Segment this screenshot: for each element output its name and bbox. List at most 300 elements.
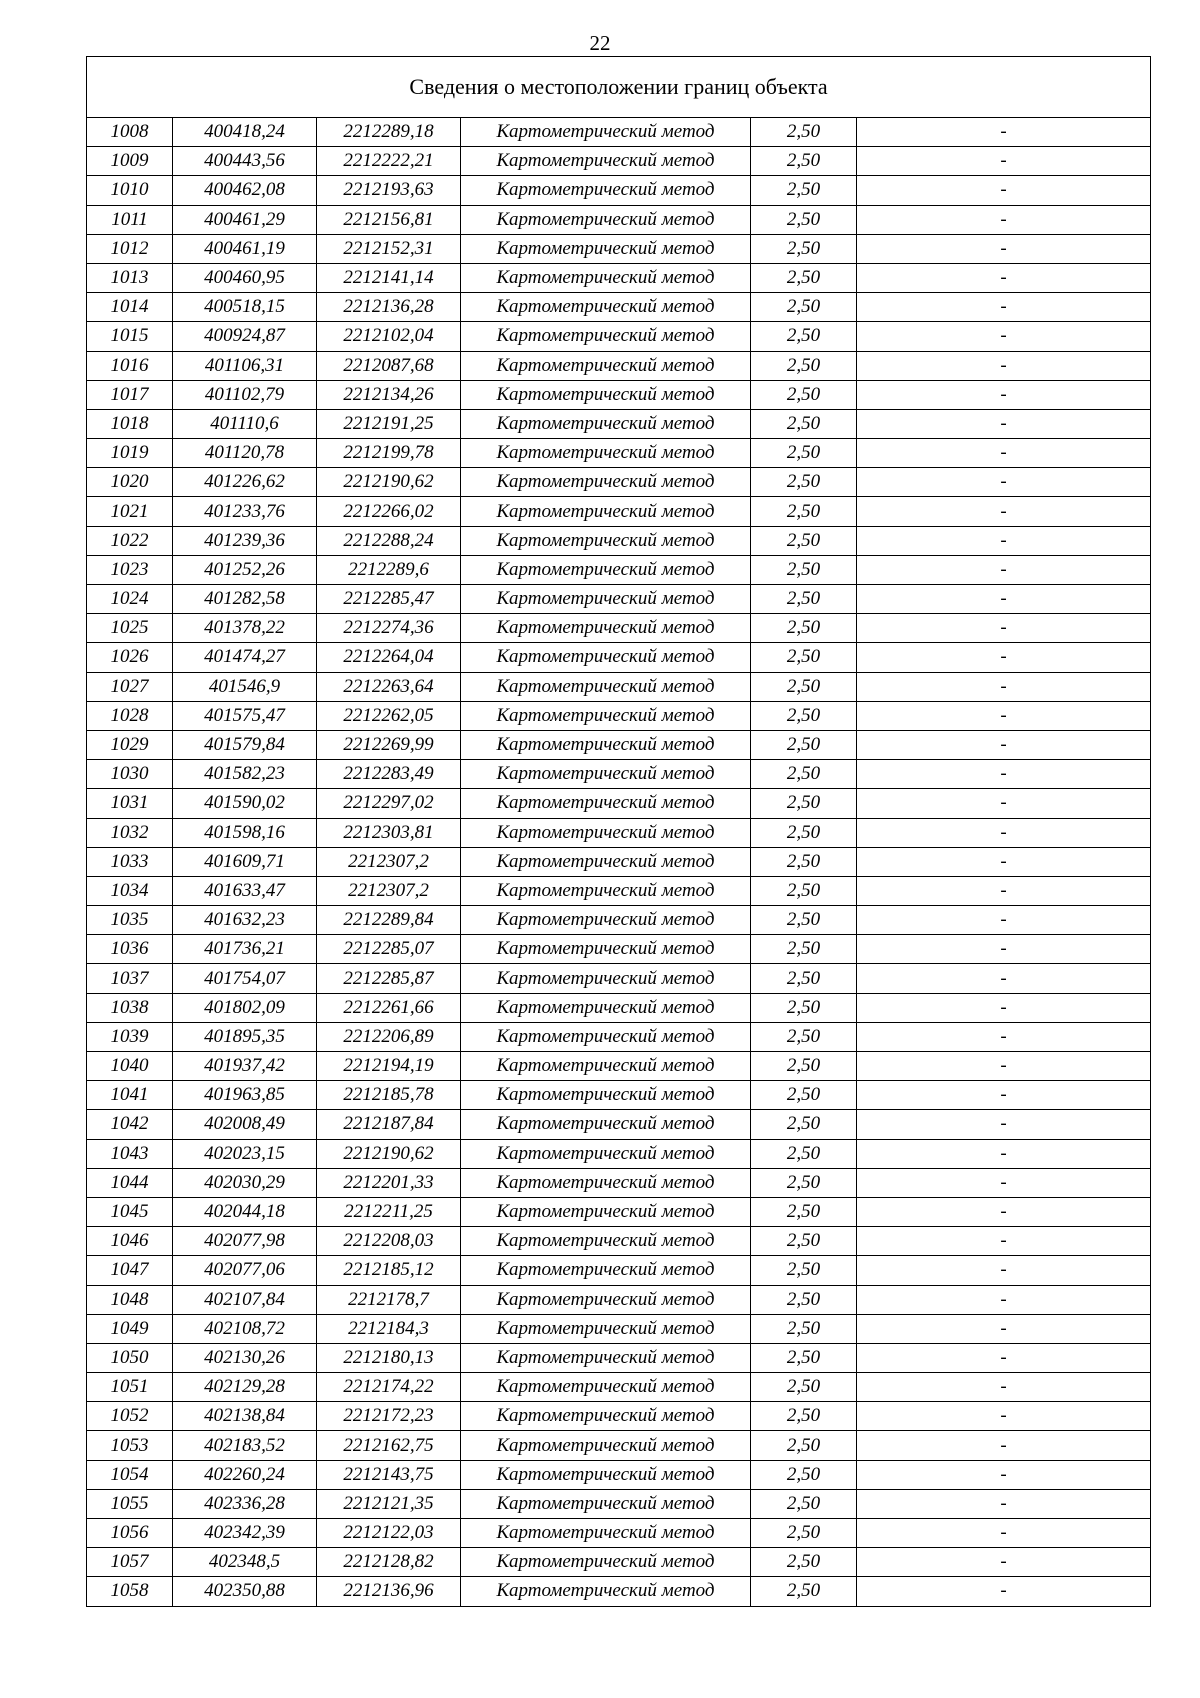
point-number-cell: 1047: [87, 1256, 173, 1285]
point-number-cell: 1021: [87, 497, 173, 526]
y-coordinate-cell: 2212307,2: [317, 847, 461, 876]
description-cell: -: [857, 1052, 1151, 1081]
x-coordinate-cell: 401937,42: [173, 1052, 317, 1081]
point-number-cell: 1053: [87, 1431, 173, 1460]
method-cell: Картометрический метод: [461, 847, 751, 876]
method-cell: Картометрический метод: [461, 263, 751, 292]
accuracy-cell: 2,50: [751, 876, 857, 905]
description-cell: -: [857, 293, 1151, 322]
description-cell: -: [857, 672, 1151, 701]
accuracy-cell: 2,50: [751, 1343, 857, 1372]
description-cell: -: [857, 1431, 1151, 1460]
x-coordinate-cell: 401474,27: [173, 643, 317, 672]
table-row: [87, 1081, 1151, 1110]
method-cell: Картометрический метод: [461, 555, 751, 584]
accuracy-cell: 2,50: [751, 1402, 857, 1431]
y-coordinate-cell: 2212201,33: [317, 1168, 461, 1197]
x-coordinate-cell: 401120,78: [173, 439, 317, 468]
description-cell: -: [857, 1548, 1151, 1577]
description-cell: -: [857, 643, 1151, 672]
y-coordinate-cell: 2212289,18: [317, 118, 461, 147]
point-number-cell: 1029: [87, 730, 173, 759]
table-row: [87, 789, 1151, 818]
x-coordinate-cell: 401110,6: [173, 409, 317, 438]
accuracy-cell: 2,50: [751, 818, 857, 847]
method-cell: Картометрический метод: [461, 906, 751, 935]
point-number-cell: 1019: [87, 439, 173, 468]
point-number-cell: 1034: [87, 876, 173, 905]
x-coordinate-cell: 401802,09: [173, 993, 317, 1022]
y-coordinate-cell: 2212136,28: [317, 293, 461, 322]
y-coordinate-cell: 2212184,3: [317, 1314, 461, 1343]
point-number-cell: 1049: [87, 1314, 173, 1343]
method-cell: Картометрический метод: [461, 293, 751, 322]
description-cell: -: [857, 205, 1151, 234]
table-row: [87, 351, 1151, 380]
accuracy-cell: 2,50: [751, 1256, 857, 1285]
description-cell: -: [857, 1110, 1151, 1139]
accuracy-cell: 2,50: [751, 468, 857, 497]
accuracy-cell: 2,50: [751, 1431, 857, 1460]
method-cell: Картометрический метод: [461, 730, 751, 759]
y-coordinate-cell: 2212187,84: [317, 1110, 461, 1139]
method-cell: Картометрический метод: [461, 1519, 751, 1548]
point-number-cell: 1050: [87, 1343, 173, 1372]
accuracy-cell: 2,50: [751, 760, 857, 789]
accuracy-cell: 2,50: [751, 789, 857, 818]
accuracy-cell: 2,50: [751, 1489, 857, 1518]
description-cell: -: [857, 993, 1151, 1022]
method-cell: Картометрический метод: [461, 1052, 751, 1081]
x-coordinate-cell: 400460,95: [173, 263, 317, 292]
table-row: [87, 380, 1151, 409]
table-row: [87, 1548, 1151, 1577]
accuracy-cell: 2,50: [751, 1577, 857, 1606]
y-coordinate-cell: 2212264,04: [317, 643, 461, 672]
point-number-cell: 1032: [87, 818, 173, 847]
x-coordinate-cell: 402107,84: [173, 1285, 317, 1314]
x-coordinate-cell: 402008,49: [173, 1110, 317, 1139]
method-cell: Картометрический метод: [461, 993, 751, 1022]
table-row: [87, 555, 1151, 584]
y-coordinate-cell: 2212289,6: [317, 555, 461, 584]
accuracy-cell: 2,50: [751, 993, 857, 1022]
table-row: [87, 1256, 1151, 1285]
table-title-row: [87, 57, 1151, 118]
accuracy-cell: 2,50: [751, 585, 857, 614]
x-coordinate-cell: 402129,28: [173, 1373, 317, 1402]
method-cell: Картометрический метод: [461, 789, 751, 818]
boundary-coordinates-table: [86, 56, 1151, 1607]
method-cell: Картометрический метод: [461, 1285, 751, 1314]
y-coordinate-cell: 2212288,24: [317, 526, 461, 555]
y-coordinate-cell: 2212297,02: [317, 789, 461, 818]
method-cell: Картометрический метод: [461, 1402, 751, 1431]
accuracy-cell: 2,50: [751, 147, 857, 176]
accuracy-cell: 2,50: [751, 1022, 857, 1051]
accuracy-cell: 2,50: [751, 672, 857, 701]
table-row: [87, 876, 1151, 905]
x-coordinate-cell: 401598,16: [173, 818, 317, 847]
x-coordinate-cell: 401252,26: [173, 555, 317, 584]
table-row: [87, 935, 1151, 964]
x-coordinate-cell: 401102,79: [173, 380, 317, 409]
y-coordinate-cell: 2212199,78: [317, 439, 461, 468]
accuracy-cell: 2,50: [751, 1314, 857, 1343]
y-coordinate-cell: 2212222,21: [317, 147, 461, 176]
y-coordinate-cell: 2212285,07: [317, 935, 461, 964]
point-number-cell: 1037: [87, 964, 173, 993]
method-cell: Картометрический метод: [461, 701, 751, 730]
x-coordinate-cell: 400518,15: [173, 293, 317, 322]
y-coordinate-cell: 2212178,7: [317, 1285, 461, 1314]
table-row: [87, 1343, 1151, 1372]
y-coordinate-cell: 2212180,13: [317, 1343, 461, 1372]
accuracy-cell: 2,50: [751, 380, 857, 409]
point-number-cell: 1009: [87, 147, 173, 176]
description-cell: -: [857, 876, 1151, 905]
point-number-cell: 1045: [87, 1197, 173, 1226]
description-cell: -: [857, 1314, 1151, 1343]
y-coordinate-cell: 2212211,25: [317, 1197, 461, 1226]
description-cell: -: [857, 1022, 1151, 1051]
x-coordinate-cell: 402138,84: [173, 1402, 317, 1431]
description-cell: -: [857, 439, 1151, 468]
x-coordinate-cell: 401632,23: [173, 906, 317, 935]
y-coordinate-cell: 2212122,03: [317, 1519, 461, 1548]
y-coordinate-cell: 2212143,75: [317, 1460, 461, 1489]
accuracy-cell: 2,50: [751, 176, 857, 205]
table-row: [87, 439, 1151, 468]
x-coordinate-cell: 400461,29: [173, 205, 317, 234]
point-number-cell: 1054: [87, 1460, 173, 1489]
description-cell: -: [857, 322, 1151, 351]
table-row: [87, 1577, 1151, 1606]
y-coordinate-cell: 2212141,14: [317, 263, 461, 292]
table-row: [87, 1168, 1151, 1197]
description-cell: -: [857, 1402, 1151, 1431]
description-cell: -: [857, 409, 1151, 438]
point-number-cell: 1030: [87, 760, 173, 789]
point-number-cell: 1031: [87, 789, 173, 818]
y-coordinate-cell: 2212172,23: [317, 1402, 461, 1431]
table-row: [87, 497, 1151, 526]
method-cell: Картометрический метод: [461, 1460, 751, 1489]
method-cell: Картометрический метод: [461, 497, 751, 526]
point-number-cell: 1055: [87, 1489, 173, 1518]
table-row: [87, 1285, 1151, 1314]
method-cell: Картометрический метод: [461, 1343, 751, 1372]
description-cell: -: [857, 555, 1151, 584]
table-row: [87, 1052, 1151, 1081]
y-coordinate-cell: 2212307,2: [317, 876, 461, 905]
accuracy-cell: 2,50: [751, 118, 857, 147]
method-cell: Картометрический метод: [461, 1431, 751, 1460]
method-cell: Картометрический метод: [461, 1548, 751, 1577]
method-cell: Картометрический метод: [461, 322, 751, 351]
method-cell: Картометрический метод: [461, 818, 751, 847]
accuracy-cell: 2,50: [751, 205, 857, 234]
description-cell: -: [857, 1489, 1151, 1518]
method-cell: Картометрический метод: [461, 1256, 751, 1285]
x-coordinate-cell: 400462,08: [173, 176, 317, 205]
table-row: [87, 1402, 1151, 1431]
point-number-cell: 1022: [87, 526, 173, 555]
accuracy-cell: 2,50: [751, 1373, 857, 1402]
point-number-cell: 1024: [87, 585, 173, 614]
y-coordinate-cell: 2212266,02: [317, 497, 461, 526]
point-number-cell: 1048: [87, 1285, 173, 1314]
method-cell: Картометрический метод: [461, 380, 751, 409]
point-number-cell: 1027: [87, 672, 173, 701]
point-number-cell: 1044: [87, 1168, 173, 1197]
description-cell: -: [857, 1139, 1151, 1168]
y-coordinate-cell: 2212263,64: [317, 672, 461, 701]
x-coordinate-cell: 402342,39: [173, 1519, 317, 1548]
x-coordinate-cell: 400461,19: [173, 234, 317, 263]
y-coordinate-cell: 2212136,96: [317, 1577, 461, 1606]
y-coordinate-cell: 2212289,84: [317, 906, 461, 935]
accuracy-cell: 2,50: [751, 439, 857, 468]
method-cell: Картометрический метод: [461, 176, 751, 205]
point-number-cell: 1041: [87, 1081, 173, 1110]
method-cell: Картометрический метод: [461, 351, 751, 380]
accuracy-cell: 2,50: [751, 1110, 857, 1139]
accuracy-cell: 2,50: [751, 614, 857, 643]
table-row: [87, 847, 1151, 876]
method-cell: Картометрический метод: [461, 672, 751, 701]
method-cell: Картометрический метод: [461, 147, 751, 176]
x-coordinate-cell: 400443,56: [173, 147, 317, 176]
table-row: [87, 1197, 1151, 1226]
method-cell: Картометрический метод: [461, 1168, 751, 1197]
y-coordinate-cell: 2212134,26: [317, 380, 461, 409]
description-cell: -: [857, 701, 1151, 730]
accuracy-cell: 2,50: [751, 1052, 857, 1081]
accuracy-cell: 2,50: [751, 964, 857, 993]
table-row: [87, 176, 1151, 205]
accuracy-cell: 2,50: [751, 409, 857, 438]
accuracy-cell: 2,50: [751, 1519, 857, 1548]
point-number-cell: 1039: [87, 1022, 173, 1051]
point-number-cell: 1026: [87, 643, 173, 672]
description-cell: -: [857, 789, 1151, 818]
x-coordinate-cell: 402030,29: [173, 1168, 317, 1197]
description-cell: -: [857, 1519, 1151, 1548]
description-cell: -: [857, 614, 1151, 643]
x-coordinate-cell: 400418,24: [173, 118, 317, 147]
x-coordinate-cell: 402077,98: [173, 1227, 317, 1256]
x-coordinate-cell: 401226,62: [173, 468, 317, 497]
accuracy-cell: 2,50: [751, 701, 857, 730]
point-number-cell: 1042: [87, 1110, 173, 1139]
description-cell: -: [857, 176, 1151, 205]
y-coordinate-cell: 2212190,62: [317, 468, 461, 497]
point-number-cell: 1023: [87, 555, 173, 584]
table-title: Сведения о местоположении границ объекта: [87, 57, 1151, 118]
description-cell: -: [857, 1343, 1151, 1372]
x-coordinate-cell: 401575,47: [173, 701, 317, 730]
accuracy-cell: 2,50: [751, 847, 857, 876]
accuracy-cell: 2,50: [751, 906, 857, 935]
method-cell: Картометрический метод: [461, 439, 751, 468]
accuracy-cell: 2,50: [751, 1548, 857, 1577]
description-cell: -: [857, 1197, 1151, 1226]
description-cell: -: [857, 964, 1151, 993]
method-cell: Картометрический метод: [461, 1081, 751, 1110]
table-row: [87, 1110, 1151, 1139]
x-coordinate-cell: 402183,52: [173, 1431, 317, 1460]
accuracy-cell: 2,50: [751, 1227, 857, 1256]
table-row: [87, 293, 1151, 322]
y-coordinate-cell: 2212156,81: [317, 205, 461, 234]
method-cell: Картометрический метод: [461, 1314, 751, 1343]
description-cell: -: [857, 234, 1151, 263]
description-cell: -: [857, 847, 1151, 876]
y-coordinate-cell: 2212285,47: [317, 585, 461, 614]
y-coordinate-cell: 2212208,03: [317, 1227, 461, 1256]
table-row: [87, 993, 1151, 1022]
x-coordinate-cell: 401579,84: [173, 730, 317, 759]
accuracy-cell: 2,50: [751, 322, 857, 351]
table-row: [87, 818, 1151, 847]
x-coordinate-cell: 401233,76: [173, 497, 317, 526]
accuracy-cell: 2,50: [751, 555, 857, 584]
table-row: [87, 263, 1151, 292]
y-coordinate-cell: 2212194,19: [317, 1052, 461, 1081]
table-row: [87, 1139, 1151, 1168]
accuracy-cell: 2,50: [751, 1285, 857, 1314]
table-row: [87, 1227, 1151, 1256]
accuracy-cell: 2,50: [751, 643, 857, 672]
method-cell: Картометрический метод: [461, 234, 751, 263]
x-coordinate-cell: 401736,21: [173, 935, 317, 964]
table-row: [87, 1489, 1151, 1518]
point-number-cell: 1020: [87, 468, 173, 497]
x-coordinate-cell: 402108,72: [173, 1314, 317, 1343]
x-coordinate-cell: 400924,87: [173, 322, 317, 351]
x-coordinate-cell: 402077,06: [173, 1256, 317, 1285]
description-cell: -: [857, 1285, 1151, 1314]
method-cell: Картометрический метод: [461, 1227, 751, 1256]
accuracy-cell: 2,50: [751, 1081, 857, 1110]
point-number-cell: 1013: [87, 263, 173, 292]
description-cell: -: [857, 526, 1151, 555]
x-coordinate-cell: 402348,5: [173, 1548, 317, 1577]
table-row: [87, 672, 1151, 701]
table-row: [87, 234, 1151, 263]
description-cell: -: [857, 351, 1151, 380]
method-cell: Картометрический метод: [461, 760, 751, 789]
y-coordinate-cell: 2212303,81: [317, 818, 461, 847]
table-row: [87, 760, 1151, 789]
x-coordinate-cell: 401239,36: [173, 526, 317, 555]
description-cell: -: [857, 906, 1151, 935]
x-coordinate-cell: 401963,85: [173, 1081, 317, 1110]
x-coordinate-cell: 401282,58: [173, 585, 317, 614]
description-cell: -: [857, 1373, 1151, 1402]
table-row: [87, 526, 1151, 555]
description-cell: -: [857, 1168, 1151, 1197]
point-number-cell: 1014: [87, 293, 173, 322]
method-cell: Картометрический метод: [461, 935, 751, 964]
accuracy-cell: 2,50: [751, 1168, 857, 1197]
description-cell: -: [857, 1577, 1151, 1606]
description-cell: -: [857, 585, 1151, 614]
table-row: [87, 906, 1151, 935]
y-coordinate-cell: 2212261,66: [317, 993, 461, 1022]
table-row: [87, 585, 1151, 614]
x-coordinate-cell: 401590,02: [173, 789, 317, 818]
method-cell: Картометрический метод: [461, 118, 751, 147]
point-number-cell: 1018: [87, 409, 173, 438]
x-coordinate-cell: 402350,88: [173, 1577, 317, 1606]
y-coordinate-cell: 2212206,89: [317, 1022, 461, 1051]
description-cell: -: [857, 118, 1151, 147]
x-coordinate-cell: 401378,22: [173, 614, 317, 643]
accuracy-cell: 2,50: [751, 497, 857, 526]
y-coordinate-cell: 2212121,35: [317, 1489, 461, 1518]
table-row: [87, 1519, 1151, 1548]
point-number-cell: 1046: [87, 1227, 173, 1256]
table-row: [87, 1314, 1151, 1343]
y-coordinate-cell: 2212152,31: [317, 234, 461, 263]
point-number-cell: 1033: [87, 847, 173, 876]
y-coordinate-cell: 2212269,99: [317, 730, 461, 759]
table-row: [87, 205, 1151, 234]
accuracy-cell: 2,50: [751, 263, 857, 292]
point-number-cell: 1043: [87, 1139, 173, 1168]
point-number-cell: 1038: [87, 993, 173, 1022]
method-cell: Картометрический метод: [461, 205, 751, 234]
table-row: [87, 730, 1151, 759]
point-number-cell: 1028: [87, 701, 173, 730]
point-number-cell: 1016: [87, 351, 173, 380]
description-cell: -: [857, 935, 1151, 964]
x-coordinate-cell: 402130,26: [173, 1343, 317, 1372]
method-cell: Картометрический метод: [461, 1110, 751, 1139]
y-coordinate-cell: 2212285,87: [317, 964, 461, 993]
point-number-cell: 1056: [87, 1519, 173, 1548]
method-cell: Картометрический метод: [461, 1489, 751, 1518]
point-number-cell: 1058: [87, 1577, 173, 1606]
accuracy-cell: 2,50: [751, 1139, 857, 1168]
accuracy-cell: 2,50: [751, 1197, 857, 1226]
y-coordinate-cell: 2212128,82: [317, 1548, 461, 1577]
accuracy-cell: 2,50: [751, 730, 857, 759]
page-number: 22: [589, 31, 611, 55]
description-cell: -: [857, 1081, 1151, 1110]
x-coordinate-cell: 401106,31: [173, 351, 317, 380]
table-row: [87, 614, 1151, 643]
method-cell: Картометрический метод: [461, 585, 751, 614]
point-number-cell: 1051: [87, 1373, 173, 1402]
point-number-cell: 1008: [87, 118, 173, 147]
description-cell: -: [857, 147, 1151, 176]
method-cell: Картометрический метод: [461, 468, 751, 497]
y-coordinate-cell: 2212087,68: [317, 351, 461, 380]
y-coordinate-cell: 2212193,63: [317, 176, 461, 205]
description-cell: -: [857, 1227, 1151, 1256]
x-coordinate-cell: 401754,07: [173, 964, 317, 993]
description-cell: -: [857, 818, 1151, 847]
table-row: [87, 643, 1151, 672]
point-number-cell: 1015: [87, 322, 173, 351]
table-row: [87, 118, 1151, 147]
x-coordinate-cell: 402044,18: [173, 1197, 317, 1226]
table-row: [87, 322, 1151, 351]
accuracy-cell: 2,50: [751, 935, 857, 964]
